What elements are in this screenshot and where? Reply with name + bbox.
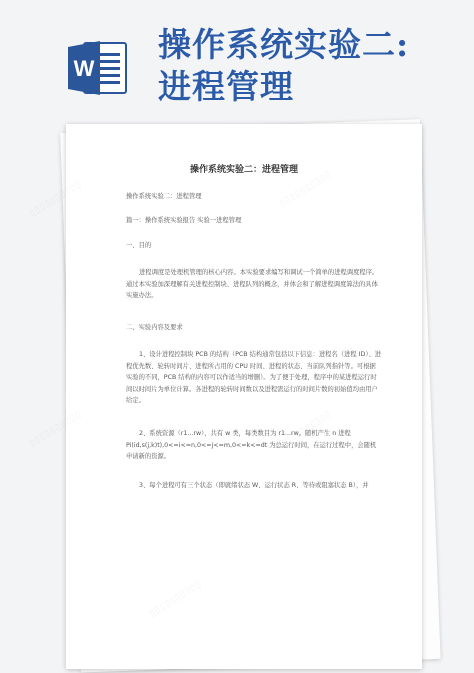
watermark: ▯▯▯▯▯▯▯▯▯▯ bbox=[277, 168, 334, 210]
document-page bbox=[27, 124, 422, 669]
word-icon bbox=[64, 35, 130, 101]
header-banner bbox=[0, 0, 474, 120]
banner-title-line1: 操作系统实验二: bbox=[158, 25, 410, 64]
paragraph-text: 进程调度是处理机管理的核心内容。本实验要求编写和调试一个简单的进程调度程序。通过本实验加深理解有关进程控制块、进程队列的概念，并体会和了解进程调度算法的具体实施办法。 bbox=[126, 269, 379, 299]
banner-title-line2: 进程管理 bbox=[158, 67, 294, 106]
document-title: 操作系统实验二：进程管理 bbox=[189, 165, 298, 175]
paragraph-4 bbox=[126, 480, 382, 492]
paragraph-1 bbox=[126, 267, 382, 302]
paragraph-text: 2、系统资源（r1...rw），共有 w 类，每类数目为 r1...rw。随机产生 n 进程 Pi(id,s(j,k)t),0<=i<=n,0<=j<=m,0<=k<=dt 为总运行时间，在运行过程中，会随机申请新的资源。 bbox=[126, 430, 377, 460]
doc-line: 篇一：操作系统实验报告 实验一进程管理 bbox=[126, 217, 242, 224]
paragraph-text: 3、每个进程可有三个状态（即就绪状态 W、运行状态 R、等待或阻塞状态 B），并 bbox=[139, 482, 369, 489]
paragraph-3 bbox=[126, 428, 382, 463]
paragraph-text: 1、设计进程控制块 PCB 的结构（PCB 结构通常包括以下信息：进程名（进程 ID）、进程优先数、轮转时间片、进程所占用的 CPU 时间、进程的状态、当前队列指针等。可根据实验的不同，PCB 结构的内容可以作适当的增删）。为了便于处理，程序中的某进程运行时间以时间片为单位计算。各进程的轮转时间数以及进程需运行的时间片数的初始值均由用户给定。 bbox=[126, 351, 382, 404]
section-heading: 二、实验内容及要求 bbox=[126, 324, 183, 331]
watermark: ▯▯▯▯▯▯▯▯▯▯ bbox=[147, 578, 204, 620]
paragraph-2 bbox=[126, 349, 382, 407]
word-icon-letter: W bbox=[73, 56, 95, 81]
watermark: ▯▯▯▯▯▯▯▯▯▯ bbox=[27, 178, 84, 220]
banner-title bbox=[158, 24, 458, 108]
doc-line: 一、目的 bbox=[126, 242, 152, 249]
doc-line: 操作系统实验二：进程管理 bbox=[126, 193, 202, 200]
watermark: ▯▯▯▯▯▯▯▯▯▯ bbox=[27, 408, 84, 450]
watermark: ▯▯▯▯▯▯▯▯▯▯ bbox=[277, 408, 334, 450]
